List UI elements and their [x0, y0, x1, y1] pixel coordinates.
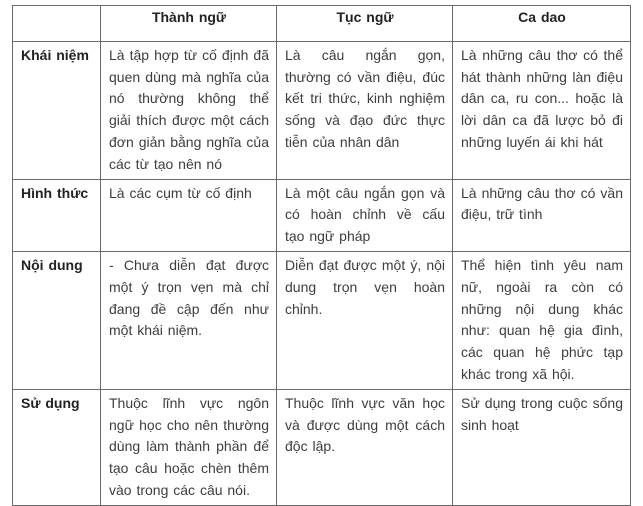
- cell-hinh-thuc-ca-dao: Là những câu thơ có vần điệu, trữ tình: [453, 179, 631, 251]
- cell-hinh-thuc-tuc-ngu: Là một câu ngắn gọn và có hoàn chỉnh về cấu tạo ngữ pháp: [277, 179, 453, 251]
- table-row-noi-dung: [13, 251, 631, 389]
- column-header-tuc-ngu: Tục ngữ: [277, 6, 453, 42]
- column-header-ca-dao: Ca dao: [453, 6, 631, 42]
- cell-noi-dung-tuc-ngu: Diễn đạt được một ý, nội dung trọn vẹn hoàn chỉnh.: [277, 251, 453, 389]
- row-label-su-dung: Sử dụng: [13, 389, 101, 505]
- column-header-thanh-ngu: Thành ngữ: [101, 6, 277, 42]
- cell-su-dung-tuc-ngu: Thuộc lĩnh vực văn học và được dùng một cách độc lập.: [277, 389, 453, 505]
- cell-hinh-thuc-thanh-ngu: Là các cụm từ cố định: [101, 179, 277, 251]
- cell-su-dung-ca-dao: Sử dụng trong cuộc sống sinh hoạt: [453, 389, 631, 505]
- table-row-hinh-thuc: [13, 179, 631, 251]
- cell-noi-dung-ca-dao: Thể hiện tình yêu nam nữ, ngoài ra còn có những nội dung khác như: quan hệ gia đình, các quan hệ phức tạp khác trong xã hội.: [453, 251, 631, 389]
- header-row: [13, 6, 631, 42]
- row-label-khai-niem: Khái niệm: [13, 41, 101, 179]
- cell-khai-niem-ca-dao: Là những câu thơ có thể hát thành những làn điệu dân ca, ru con... hoặc là lời dân ca đã lược bỏ đi những luyến ái khi hát: [453, 41, 631, 179]
- table-row-khai-niem: [13, 41, 631, 179]
- cell-su-dung-thanh-ngu: Thuộc lĩnh vực ngôn ngữ học cho nên thường dùng làm thành phần để tạo câu hoặc chèn thêm vào trong các câu nói.: [101, 389, 277, 505]
- cell-khai-niem-thanh-ngu: Là tập hợp từ cố định đã quen dùng mà nghĩa của nó thường không thể giải thích được một cách đơn giản bằng nghĩa của các từ tạo nên nó: [101, 41, 277, 179]
- comparison-table: [12, 5, 631, 506]
- row-label-noi-dung: Nội dung: [13, 251, 101, 389]
- cell-noi-dung-thanh-ngu: - Chưa diễn đạt được một ý trọn vẹn mà chỉ đang đề cập đến như một khái niệm.: [101, 251, 277, 389]
- cell-khai-niem-tuc-ngu: Là câu ngắn gọn, thường có vần điệu, đúc kết tri thức, kinh nghiệm sống và đạo đức thực tiễn của nhân dân: [277, 41, 453, 179]
- corner-cell: [13, 6, 101, 42]
- row-label-hinh-thuc: Hình thức: [13, 179, 101, 251]
